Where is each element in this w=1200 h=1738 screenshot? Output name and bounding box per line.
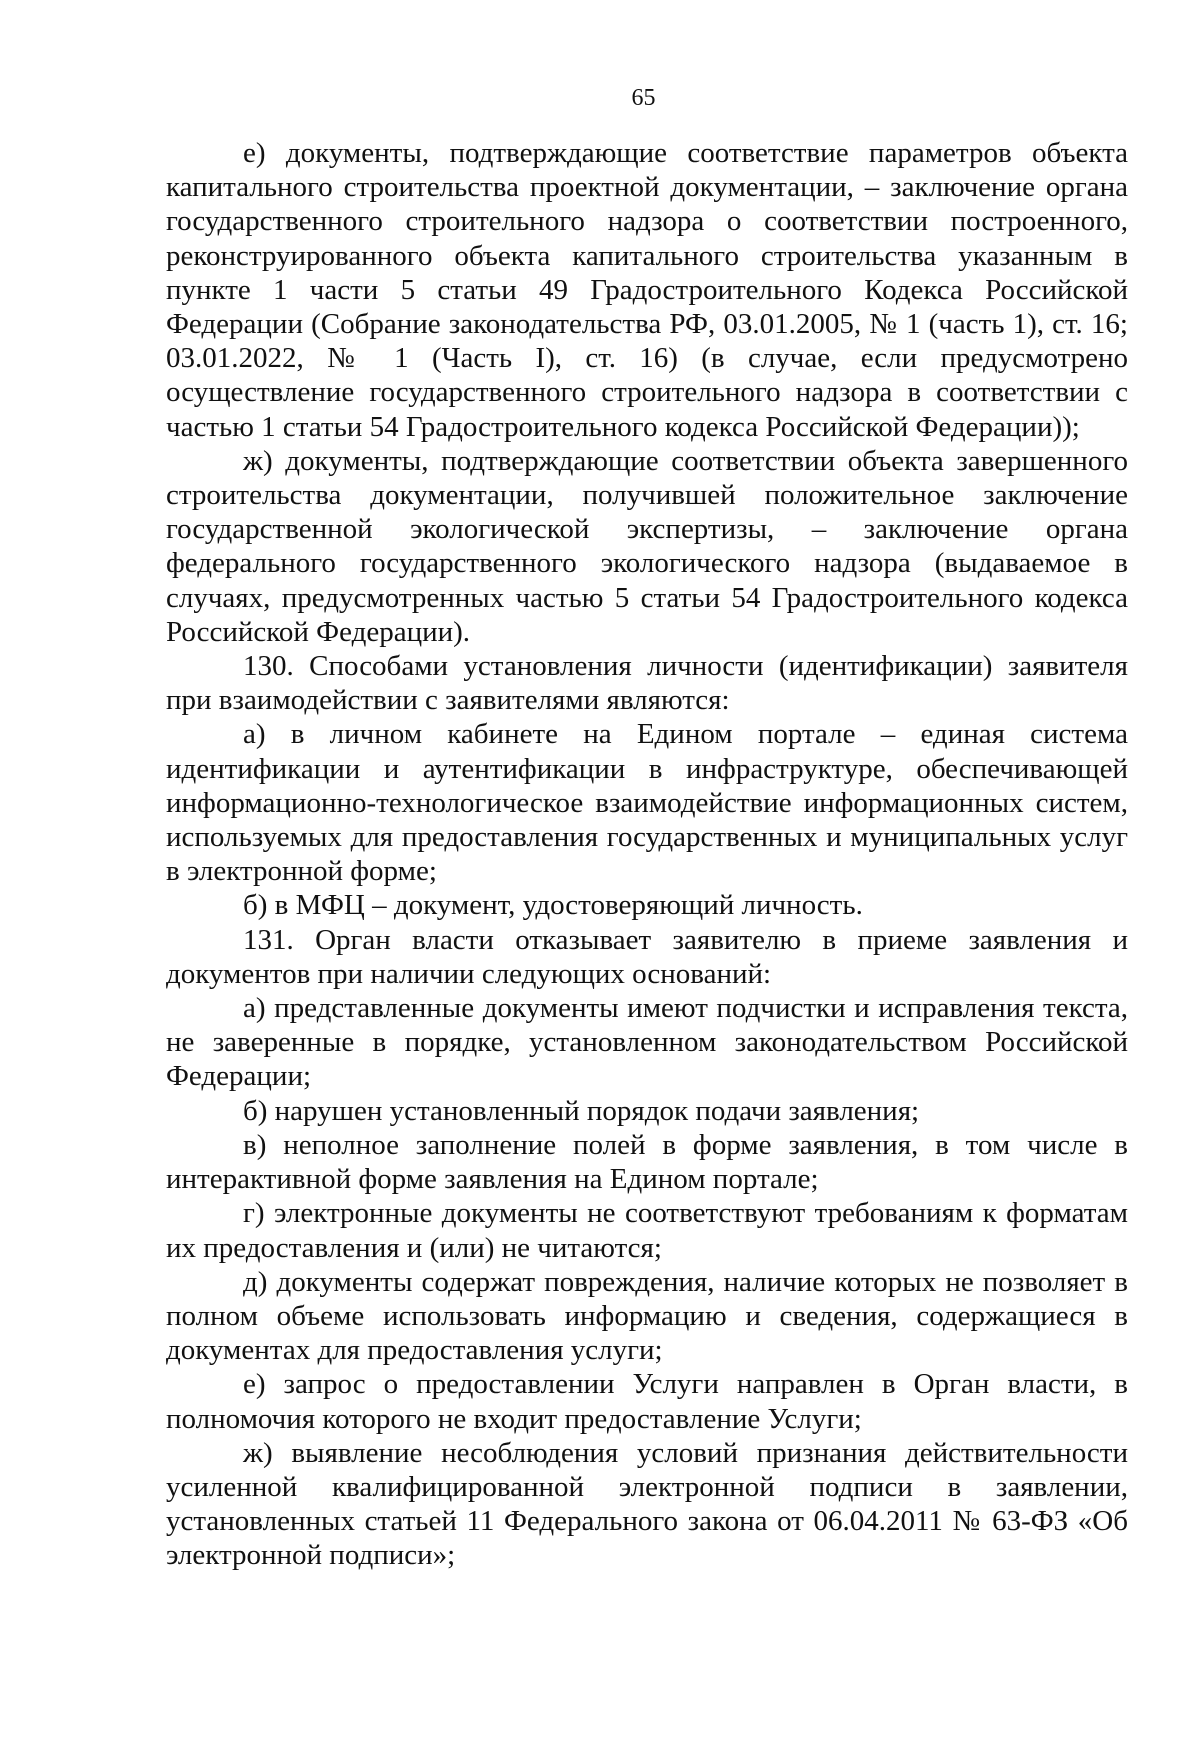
paragraph-clause-131-v: в) неполное заполнение полей в форме заявления, в том числе в интерактивной форме заявления на Едином портале; (166, 1128, 1128, 1196)
paragraph-clause-131-e: е) запрос о предоставлении Услуги направлен в Орган власти, в полномочия которого не входит предоставление Услуги; (166, 1368, 1128, 1435)
paragraph-clause-130-a: а) в личном кабинете на Едином портале – единая система идентификации и аутентификации в инфраструктуре, обеспечивающей информационно-технологическое взаимодействие информационных систем, используемых для предоставления государственных и муниципальных услуг в электронной форме; (166, 718, 1128, 888)
paragraph-item-zh-documents: ж) документы, подтверждающие соответствии объекта завершенного строительства документации, получившей положительное заключение государственной экологической экспертизы, – заключение органа федерального государственного экологического надзора (выдаваемое в случаях, предусмотренных частью 5 статьи 54 Градостроительного кодекса Российской Федерации). (166, 444, 1128, 648)
paragraph-clause-131-zh: ж) выявление несоблюдения условий признания действительности усиленной квалифицированной электронной подписи в заявлении, установленных статьей 11 Федерального закона от 06.04.2011 № 63-ФЗ «Об электронной подписи»; (166, 1436, 1128, 1572)
paragraph-item-e-documents: е) документы, подтверждающие соответствие параметров объекта капитального строительства проектной документации, – заключение органа государственного строительного надзора о соответствии построенного, реконструированного объекта капитального строительства указанным в пункте 1 части 5 статьи 49 Градостроительного Кодекса Российской Федерации (Собрание законодательства РФ, 03.01.2005, № 1 (часть 1), ст. 16; 03.01.2022, № 1 (Часть I), ст. 16) (в случае, если предусмотрено осуществление государственного строительного надзора в соответствии с частью 1 статьи 54 Градостроительного кодекса Российской Федерации)); (166, 137, 1128, 443)
paragraph-clause-131-g: г) электронные документы не соответствуют требованиям к форматам их предоставления и (или) не читаются; (166, 1197, 1128, 1264)
paragraph-clause-131-a: а) представленные документы имеют подчистки и исправления текста, не заверенные в порядке, установленном законодательством Российской Федерации; (166, 992, 1128, 1093)
document-body (166, 136, 1128, 1573)
paragraph-clause-130-b: б) в МФЦ – документ, удостоверяющий личность. (243, 889, 863, 922)
page-number: 65 (631, 85, 656, 111)
paragraph-clause-131: 131. Орган власти отказывает заявителю в приеме заявления и документов при наличии следующих оснований: (166, 923, 1128, 990)
paragraph-clause-130: 130. Способами установления личности (идентификации) заявителя при взаимодействии с заявителями являются: (166, 650, 1128, 717)
paragraph-clause-131-b: б) нарушен установленный порядок подачи заявления; (243, 1094, 920, 1127)
paragraph-clause-131-d: д) документы содержат повреждения, наличие которых не позволяет в полном объеме использовать информацию и сведения, содержащиеся в документах для предоставления услуги; (166, 1265, 1128, 1367)
